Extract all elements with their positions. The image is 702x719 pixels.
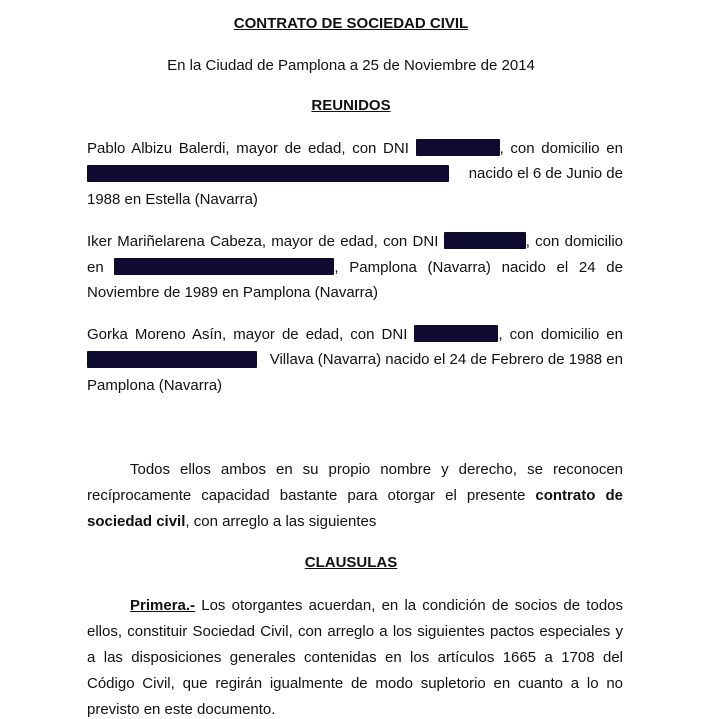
party1-line2 <box>87 165 623 184</box>
party3-birth: Villava (Navarra) nacido el 24 de Febrero de 1988 en <box>269 351 623 368</box>
intro-sociedad-bold: sociedad civil <box>87 513 186 530</box>
primera-line5: previsto en este documento. <box>87 701 276 718</box>
party1-intro: Pablo Albizu Balerdi, mayor de edad, con DNI <box>87 140 409 157</box>
intro-tail: , con arreglo a las siguientes <box>185 513 377 530</box>
party1-birth: nacido el 6 de Junio de <box>468 165 623 182</box>
primera-line1 <box>130 597 623 615</box>
party2-birth: , Pamplona (Navarra) nacido el 24 de <box>334 259 623 276</box>
primera-line3: a las disposiciones generales contenidas en los artículos 1665 a 1708 del <box>87 649 623 666</box>
redacted-dni <box>414 325 498 342</box>
party3-intro: Gorka Moreno Asín, mayor de edad, con DNI <box>87 326 408 343</box>
intro-line2 <box>87 487 623 505</box>
party3-line3: Pamplona (Navarra) <box>87 377 223 394</box>
reunidos-heading: REUNIDOS <box>311 97 391 114</box>
party2-line3: Noviembre de 1989 en Pamplona (Navarra) <box>87 284 378 301</box>
party2-intro: Iker Mariñelarena Cabeza, mayor de edad, con DNI <box>87 233 439 250</box>
intro-line3 <box>87 513 623 531</box>
party2-domicile-label: , con domicilio <box>525 233 623 250</box>
redacted-dni <box>444 232 526 249</box>
party2-line2 <box>87 258 623 277</box>
document-title: CONTRATO DE SOCIEDAD CIVIL <box>233 15 469 32</box>
party3-line2 <box>87 351 623 370</box>
party3-domicile-label: , con domicilio en <box>498 326 623 343</box>
party2-en: en <box>87 259 104 276</box>
intro-line1: Todos ellos ambos en su propio nombre y derecho, se reconocen <box>130 461 623 478</box>
party3-line1 <box>87 325 623 344</box>
primera-line4: Código Civil, que regirán igualmente de modo supletorio en cuanto a lo no <box>87 675 623 692</box>
intro-text: recíprocamente capacidad bastante para otorgar el presente <box>87 487 526 504</box>
redacted-address <box>87 351 257 368</box>
redacted-dni <box>416 139 500 156</box>
clausulas-heading: CLAUSULAS <box>304 554 398 571</box>
redacted-address <box>87 165 449 182</box>
party2-line1 <box>87 232 623 251</box>
primera-line2: ellos, constituir Sociedad Civil, con arreglo a los siguientes pactos especiales y <box>87 623 623 640</box>
party1-line1 <box>87 139 623 158</box>
party1-line3: 1988 en Estella (Navarra) <box>87 191 258 208</box>
primera-text: Los otorgantes acuerdan, en la condición de socios de todos <box>201 597 623 614</box>
party1-domicile-label: , con domicilio en <box>499 140 623 157</box>
place-date: En la Ciudad de Pamplona a 25 de Noviembre de 2014 <box>167 57 535 74</box>
intro-contract-bold: contrato de <box>535 487 623 504</box>
redacted-address <box>114 258 334 275</box>
primera-label: Primera.- <box>130 597 196 614</box>
